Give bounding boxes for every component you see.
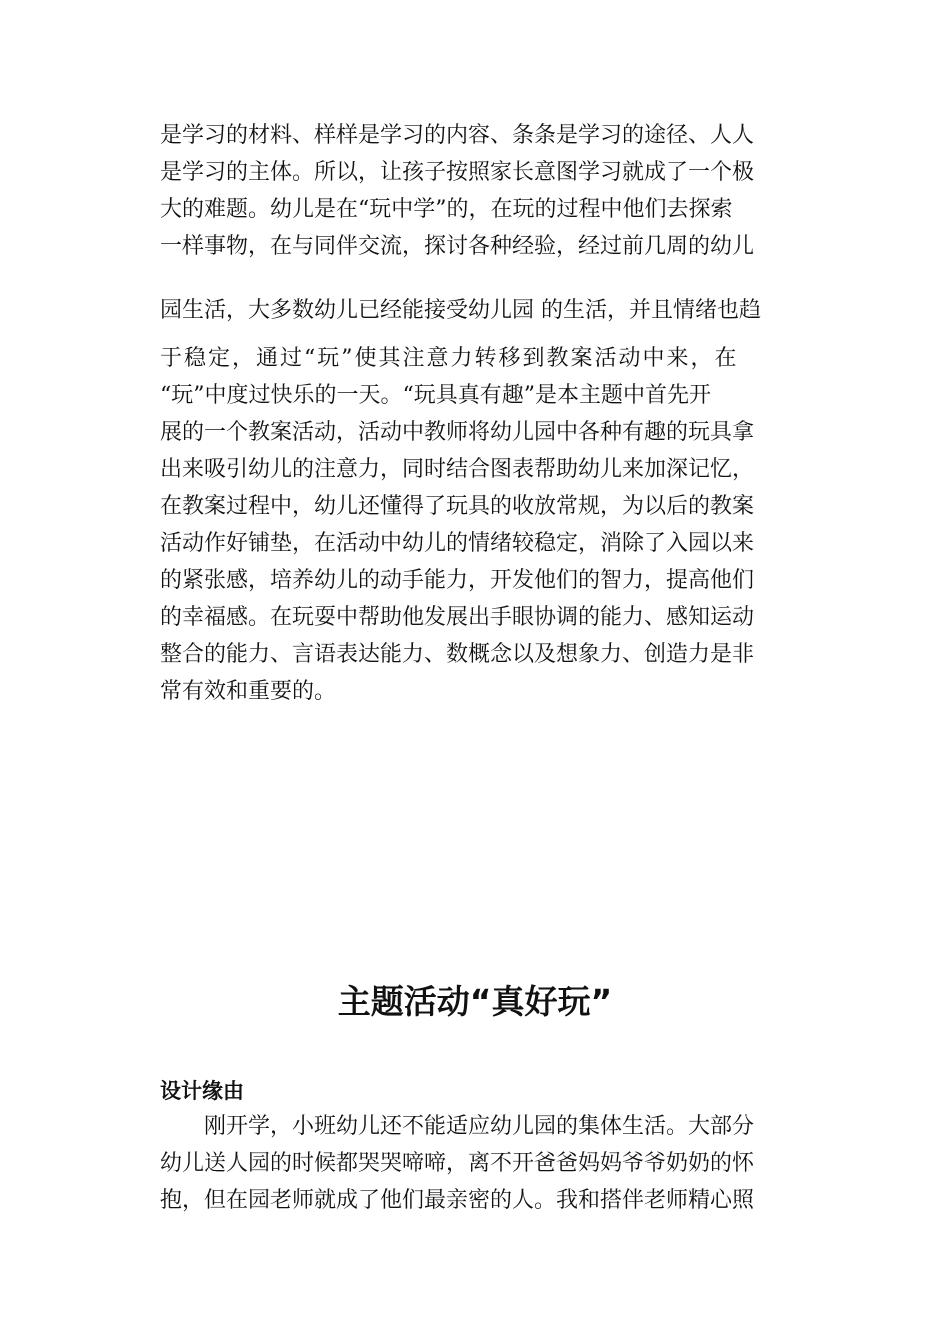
text-line: 整合的能力、言语表达能力、数概念以及想象力、创造力是非 bbox=[160, 642, 755, 667]
text-line: 园生活，大多数幼儿已经能接受幼儿园 的生活，并且情绪也趋 bbox=[160, 298, 761, 323]
section-subheading: 设计缘由 bbox=[160, 1079, 244, 1103]
section-title: 主题活动“真好玩” bbox=[337, 982, 613, 1021]
text-line: 的紧张感，培养幼儿的动手能力，开发他们的智力，提高他们 bbox=[160, 568, 755, 593]
text-line: 常有效和重要的。 bbox=[160, 679, 337, 704]
text-line: 的幸福感。在玩耍中帮助他发展出手眼协调的能力、感知运动 bbox=[160, 605, 755, 630]
text-line: 在教案过程中，幼儿还懂得了玩具的收放常规，为以后的教案 bbox=[160, 494, 755, 519]
text-line: 抱，但在园老师就成了他们最亲密的人。我和搭伴老师精心照 bbox=[160, 1188, 755, 1213]
text-line: 活动作好铺垫，在活动中幼儿的情绪较稳定，消除了入园以来 bbox=[160, 531, 755, 556]
text-line: 刚开学，小班幼儿还不能适应幼儿园的集体生活。大部分 bbox=[160, 1114, 755, 1139]
text-line: “玩”中度过快乐的一天。“玩具真有趣”是本主题中首先开 bbox=[160, 383, 711, 408]
text-line: 展的一个教案活动，活动中教师将幼儿园中各种有趣的玩具拿 bbox=[160, 420, 755, 445]
text-line: 于稳定，通过“玩”使其注意力转移到教案活动中来，在 bbox=[160, 346, 739, 371]
text-line: 一样事物，在与同伴交流，探讨各种经验，经过前几周的幼儿 bbox=[160, 234, 755, 259]
text-line: 是学习的主体。所以，让孩子按照家长意图学习就成了一个极 bbox=[160, 160, 755, 185]
text-line: 大的难题。幼儿是在“玩中学”的，在玩的过程中他们去探索 bbox=[160, 197, 733, 222]
text-line: 是学习的材料、样样是学习的内容、条条是学习的途径、人人 bbox=[160, 123, 755, 148]
text-line: 出来吸引幼儿的注意力，同时结合图表帮助幼儿来加深记忆， bbox=[160, 457, 755, 482]
text-line: 幼儿送人园的时候都哭哭啼啼，离不开爸爸妈妈爷爷奶奶的怀 bbox=[160, 1151, 755, 1176]
